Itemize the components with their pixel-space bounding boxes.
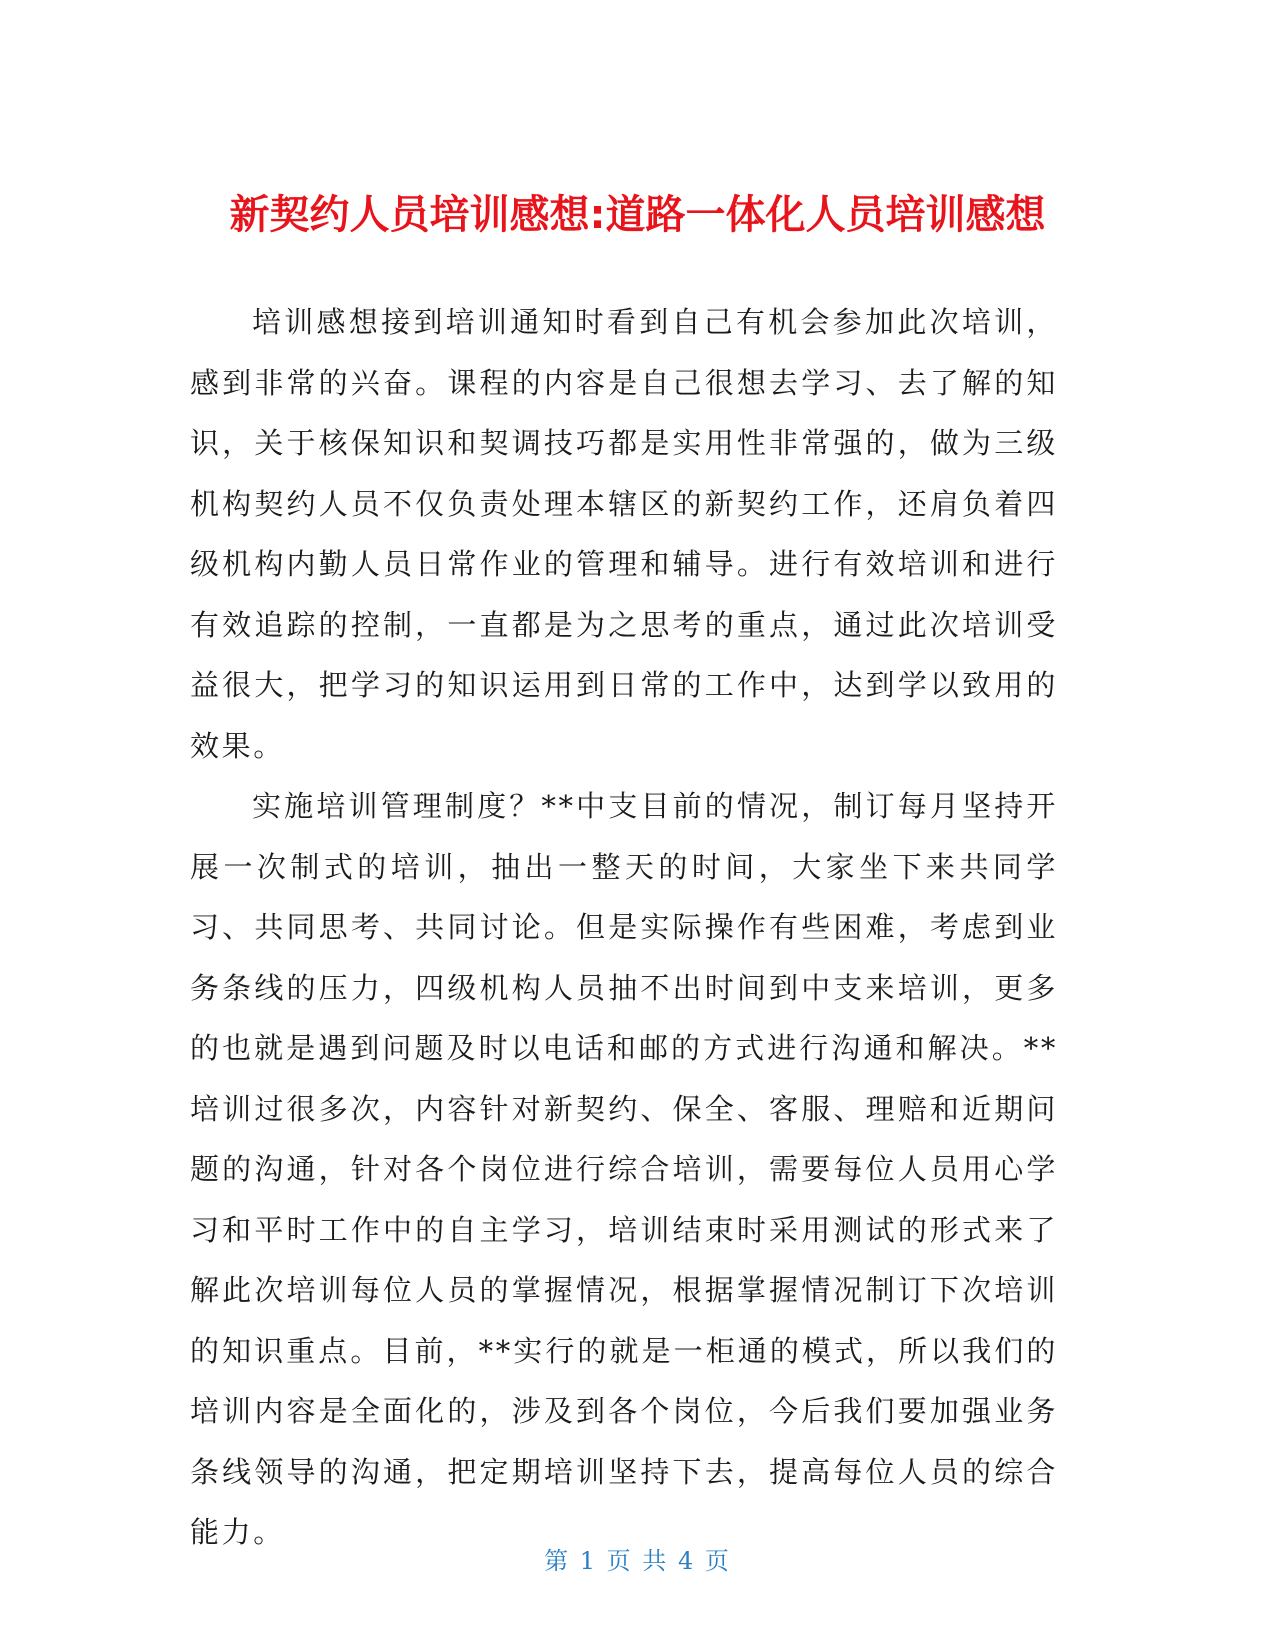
- page-number-footer: 第 1 页 共 4 页: [544, 1547, 731, 1575]
- paragraph-2: 实施培训管理制度？**中支目前的情况，制订每月坚持开展一次制式的培训，抽出一整天的时间，大家坐下来共同学习、共同思考、共同讨论。但是实际操作有些困难，考虑到业务条线的压力，四级机构人员抽不出时间到中支来培训，更多的也就是遇到问题及时以电话和邮的方式进行沟通和解决。**培训过很多次，内容针对新契约、保全、客服、理赔和近期问题的沟通，针对各个岗位进行综合培训，需要每位人员用心学习和平时工作中的自主学习，培训结束时采用测试的形式来了解此次培训每位人员的掌握情况，根据掌握情况制订下次培训的知识重点。目前，**实行的就是一柜通的模式，所以我们的培训内容是全面化的，涉及到各个岗位，今后我们要加强业务条线领导的沟通，把定期培训坚持下去，提高每位人员的综合能力。: [190, 789, 1058, 1549]
- document-body: [190, 292, 1058, 1563]
- paragraph-1: 培训感想接到培训通知时看到自己有机会参加此次培训，感到非常的兴奋。课程的内容是自己很想去学习、去了解的知识，关于核保知识和契调技巧都是实用性非常强的，做为三级机构契约人员不仅负责处理本辖区的新契约工作，还肩负着四级机构内勤人员日常作业的管理和辅导。进行有效培训和进行有效追踪的控制，一直都是为之思考的重点，通过此次培训受益很大，把学习的知识运用到日常的工作中，达到学以致用的效果。: [190, 305, 1058, 763]
- document-title: 新契约人员培训感想:道路一体化人员培训感想: [229, 191, 1046, 238]
